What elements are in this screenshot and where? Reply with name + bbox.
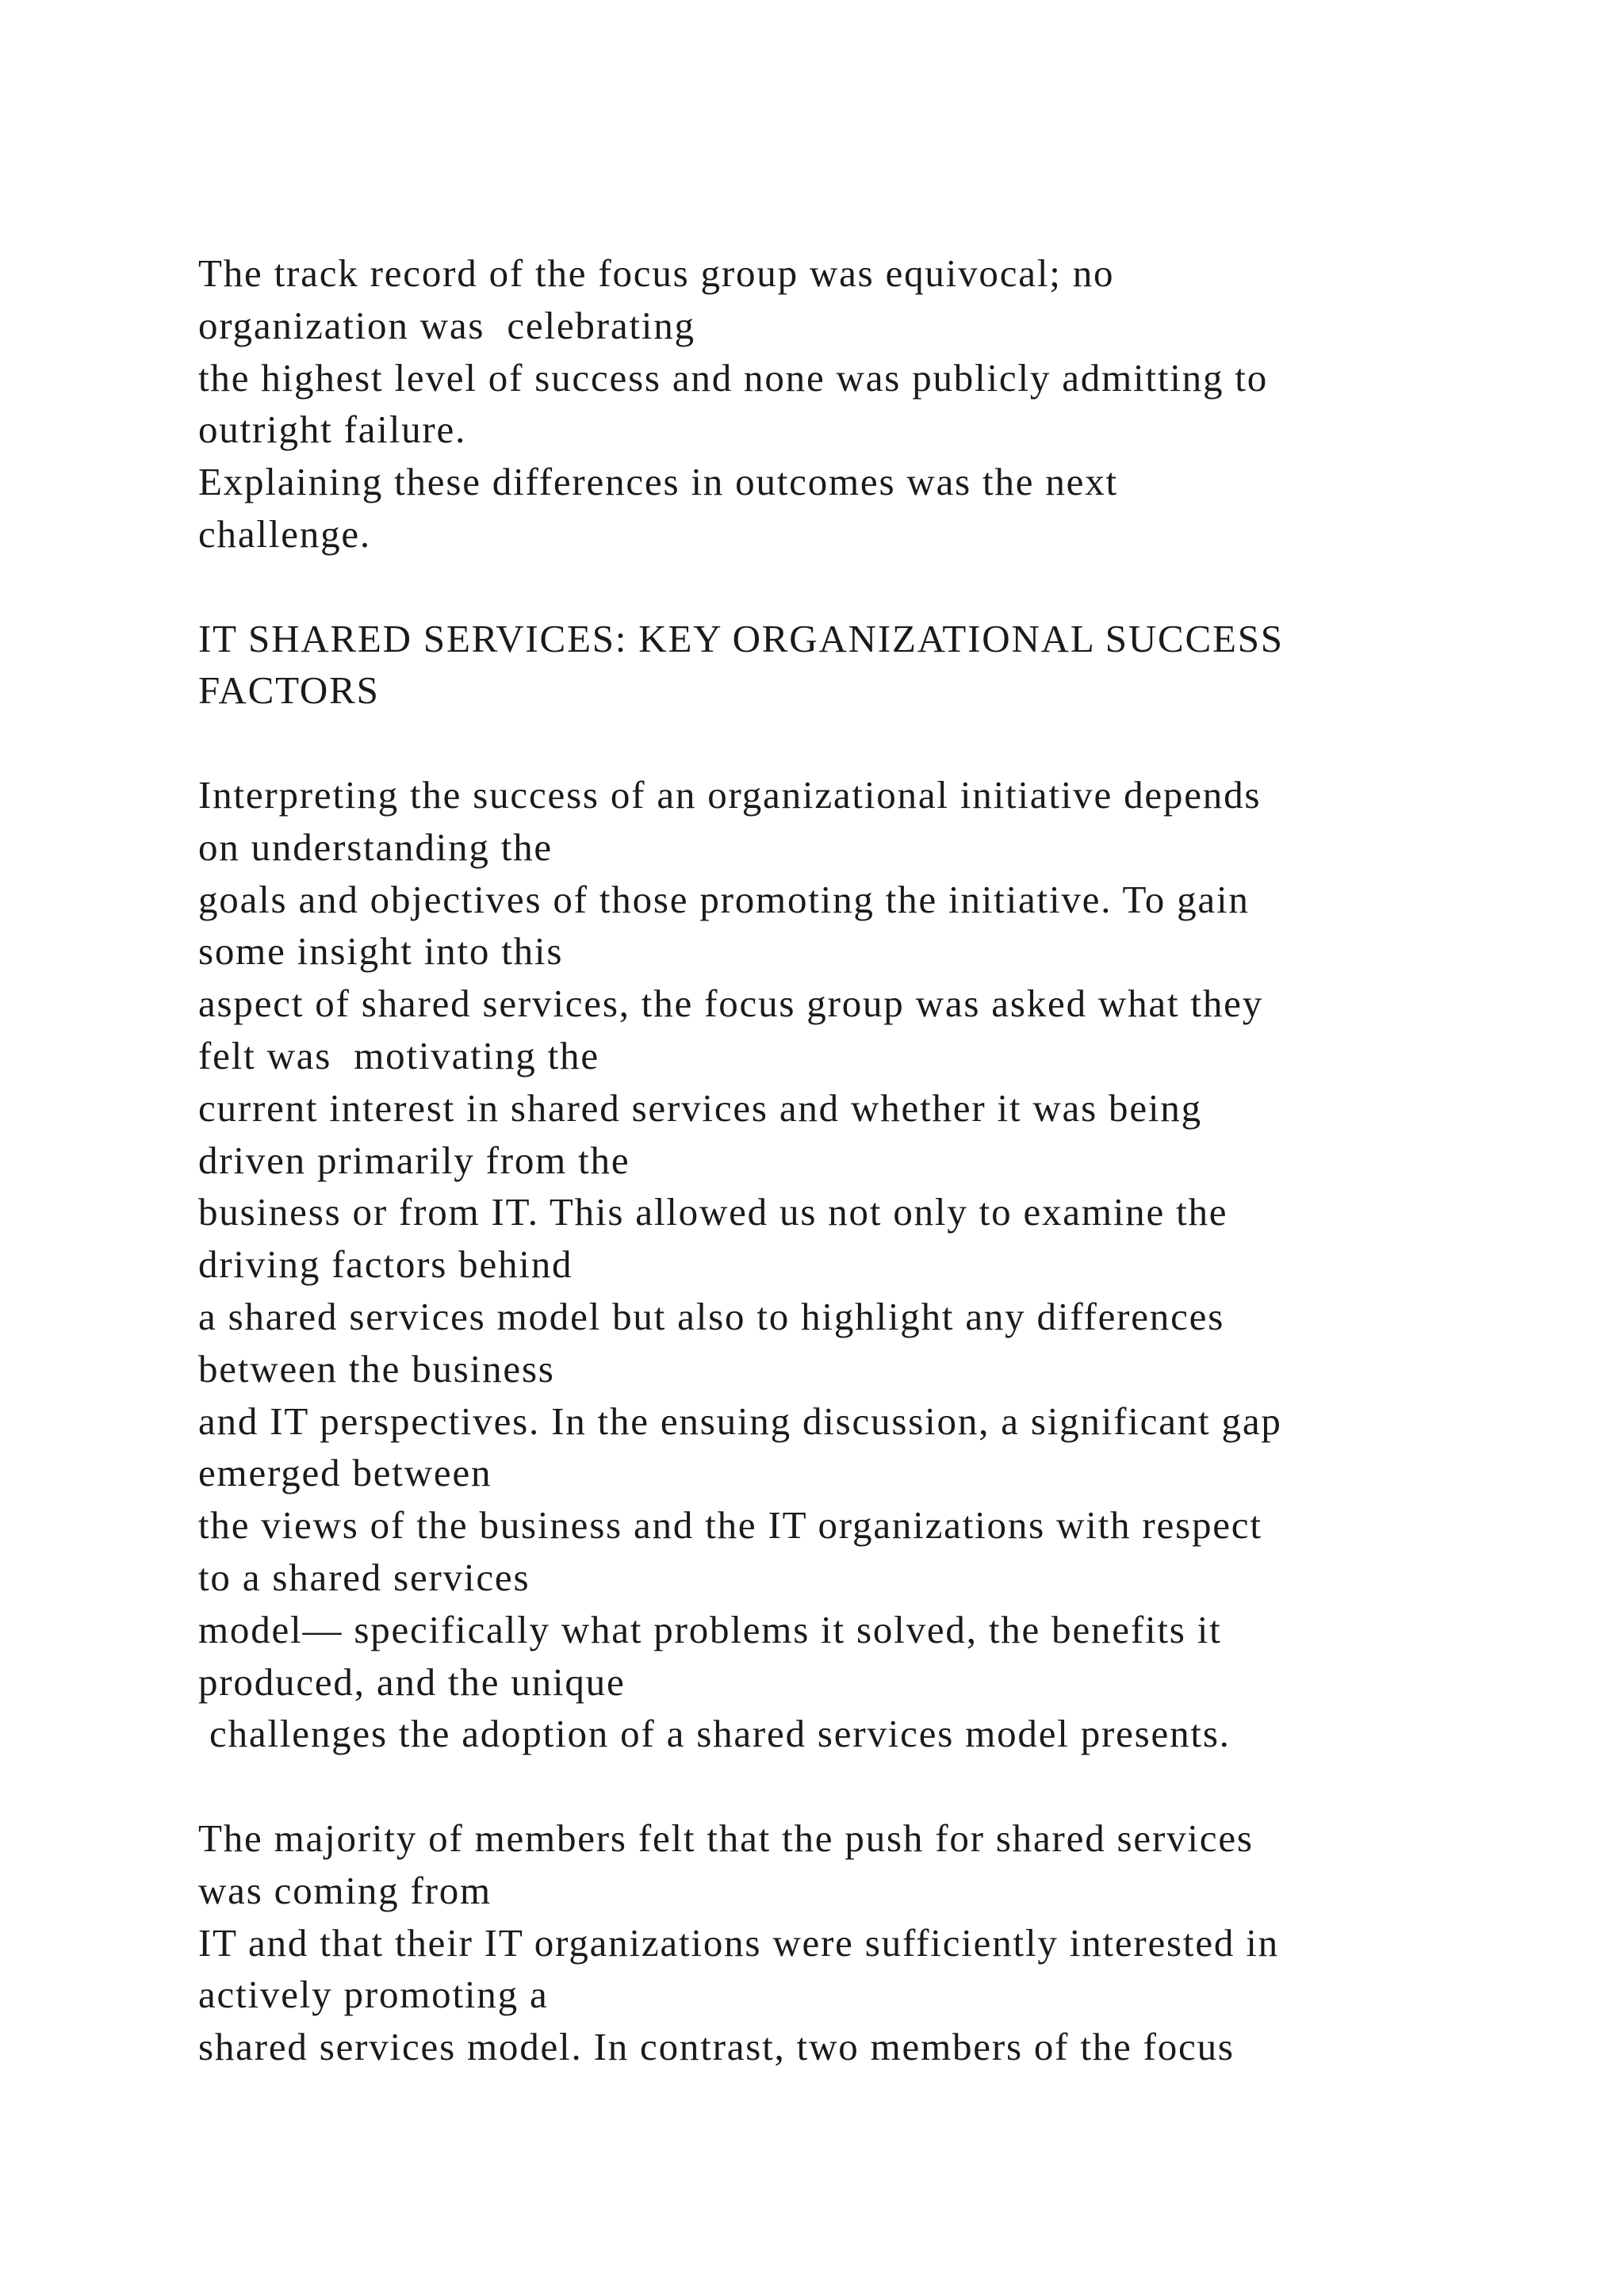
- text-line: actively promoting a: [198, 1973, 549, 2017]
- text-line: was coming from: [198, 1868, 492, 1912]
- paragraph-majority-views: [198, 1812, 1546, 2073]
- paragraph-spacer: [198, 1760, 1546, 1812]
- text-line: driving factors behind: [198, 1242, 573, 1287]
- text-line: organization was celebrating: [198, 303, 695, 347]
- text-line: between the business: [198, 1346, 555, 1391]
- text-line: the views of the business and the IT organizations with respect: [198, 1503, 1262, 1548]
- paragraph-success-factors: [198, 769, 1546, 1760]
- text-line: The majority of members felt that the push for shared services: [198, 1816, 1254, 1860]
- text-line: aspect of shared services, the focus group was asked what they: [198, 982, 1263, 1026]
- text-line: business or from IT. This allowed us not only to examine the: [198, 1190, 1228, 1234]
- paragraph-spacer: [198, 717, 1546, 769]
- text-line: outright failure.: [198, 408, 467, 452]
- text-line: produced, and the unique: [198, 1659, 626, 1704]
- text-line: challenge.: [198, 511, 371, 556]
- text-line: IT and that their IT organizations were sufficiently interested in: [198, 1920, 1279, 1965]
- text-line: felt was motivating the: [198, 1033, 599, 1077]
- text-line: Explaining these differences in outcomes was the next: [198, 460, 1118, 504]
- text-line: to a shared services: [198, 1555, 530, 1599]
- heading-line: IT SHARED SERVICES: KEY ORGANIZATIONAL SUCCESS: [198, 616, 1284, 660]
- text-line: Interpreting the success of an organizational initiative depends: [198, 772, 1262, 817]
- text-line: on understanding the: [198, 825, 553, 869]
- text-line: the highest level of success and none was publicly admitting to: [198, 355, 1269, 400]
- text-line: emerged between: [198, 1451, 492, 1495]
- text-line: driven primarily from the: [198, 1138, 630, 1182]
- text-line: The track record of the focus group was equivocal; no: [198, 251, 1115, 295]
- document-body: [198, 247, 1546, 2073]
- text-line: current interest in shared services and whether it was being: [198, 1085, 1202, 1130]
- paragraph-spacer: [198, 561, 1546, 613]
- text-line: model— specifically what problems it solved, the benefits it: [198, 1607, 1222, 1651]
- paragraph-intro: [198, 247, 1546, 561]
- heading-line: FACTORS: [198, 668, 380, 713]
- text-line: shared services model. In contrast, two members of the focus: [198, 2025, 1235, 2069]
- text-line: goals and objectives of those promoting the initiative. To gain: [198, 877, 1250, 921]
- text-line: and IT perspectives. In the ensuing discussion, a significant gap: [198, 1399, 1282, 1443]
- section-heading: [198, 613, 1546, 718]
- text-line: challenges the adoption of a shared services model presents.: [198, 1712, 1231, 1756]
- text-line: a shared services model but also to highlight any differences: [198, 1294, 1225, 1338]
- text-line: some insight into this: [198, 929, 564, 974]
